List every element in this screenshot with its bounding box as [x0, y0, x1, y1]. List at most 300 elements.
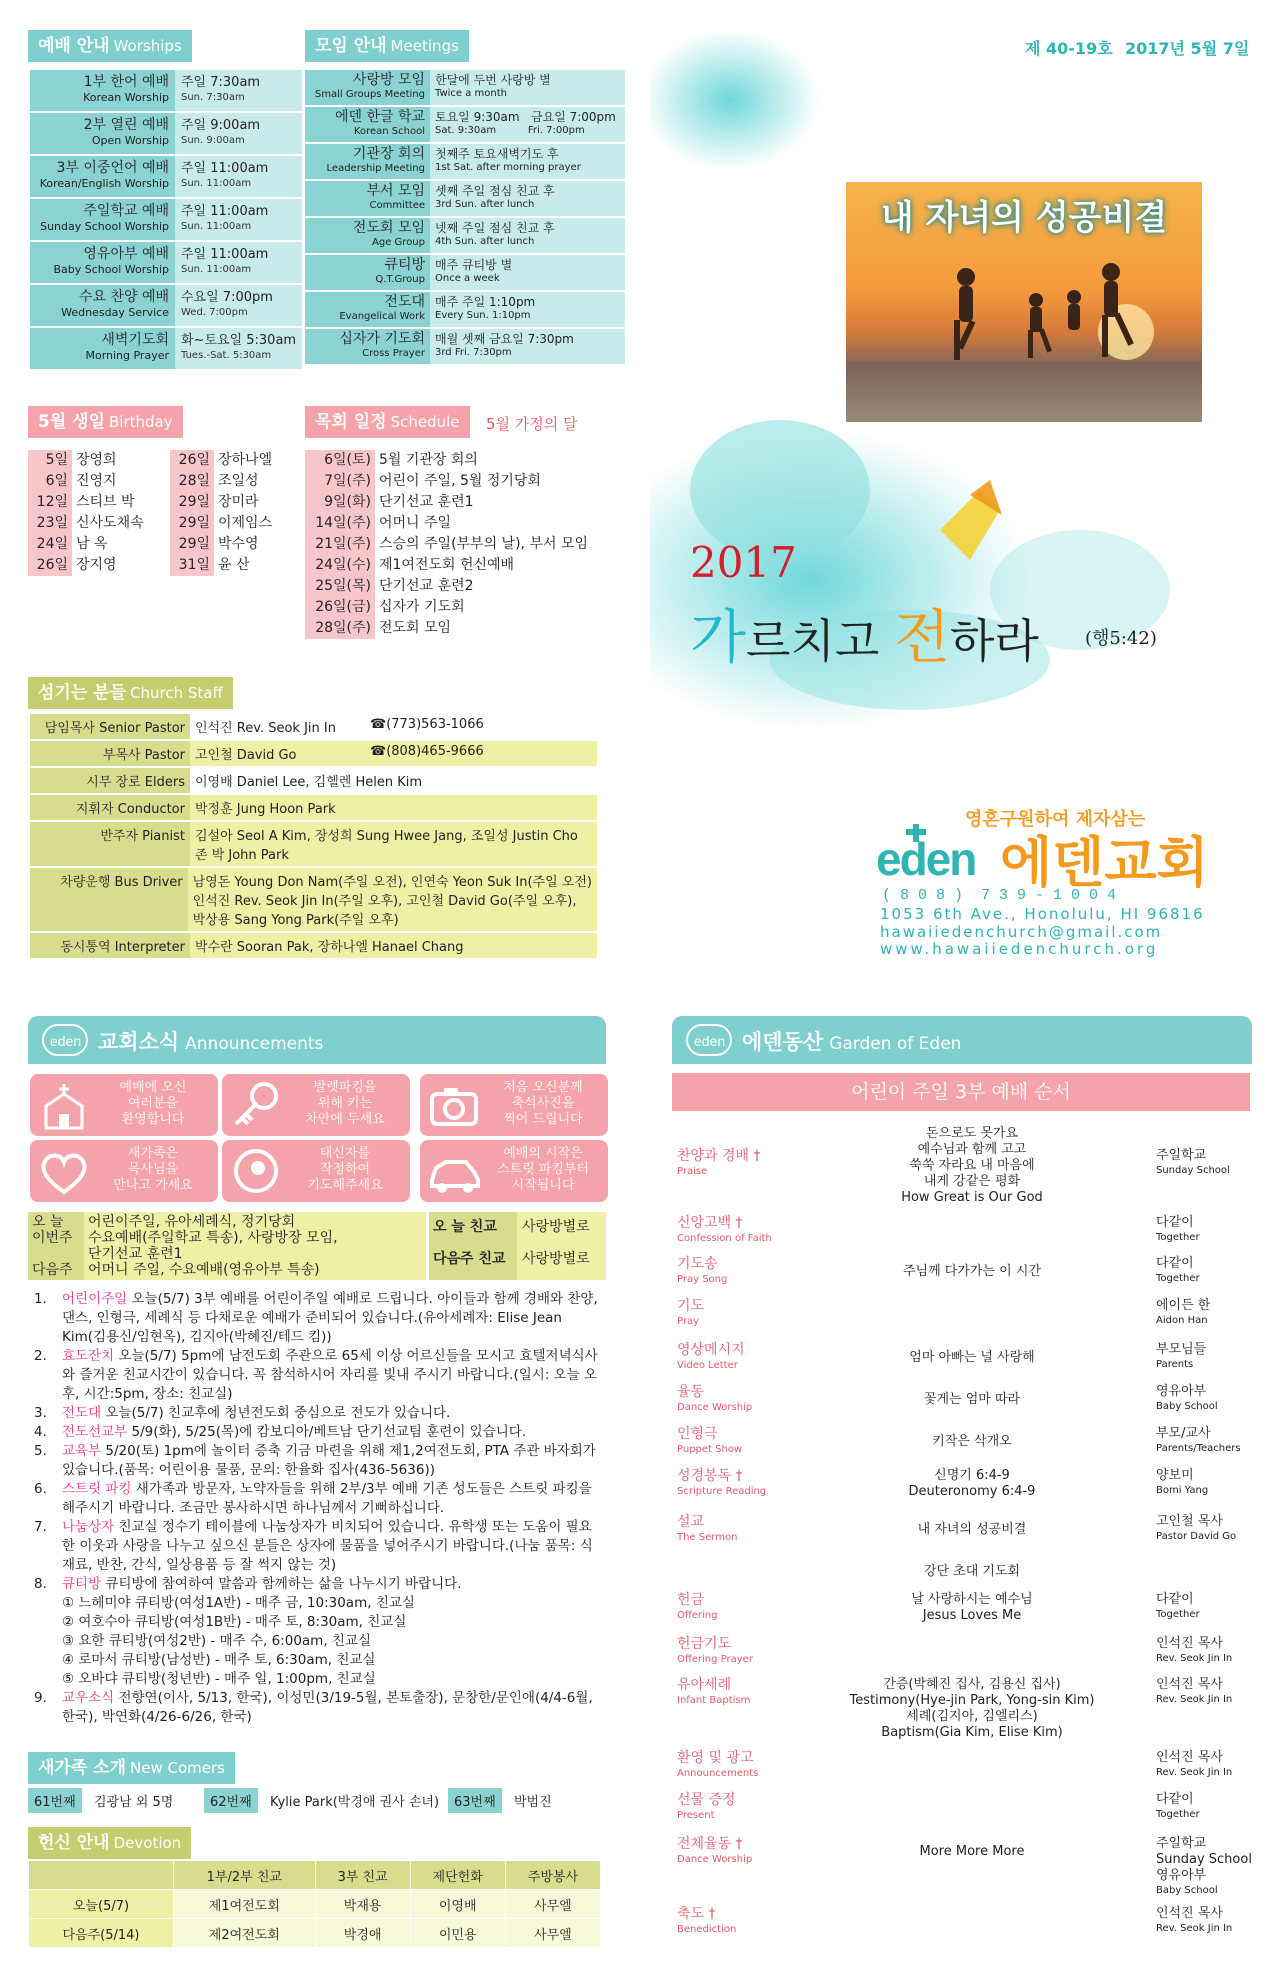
announcement-text: 5/20(토) 1pm에 놀이터 증축 기금 마련을 위해 제1,2여전도회, PTA 주관 바자회가 있습니다.(품목: 어린이용 물품, 문의: 한율화 집사(436-5636))	[62, 1443, 601, 1478]
fellowship-next-label: 다음주 친교	[433, 1251, 506, 1267]
worship-time-ko: 주일 11:00am	[181, 247, 269, 262]
birthday-date: 6일	[28, 471, 72, 492]
order-item	[677, 1836, 752, 1866]
announcement-body	[62, 1347, 604, 1404]
order-item-en: Benediction	[677, 1924, 737, 1935]
schedule-date: 6일(토)	[305, 450, 375, 471]
announcement-item	[34, 1480, 604, 1518]
order-leader	[1156, 1677, 1232, 1706]
camera-icon	[426, 1080, 482, 1130]
order-item-en: Offering	[677, 1610, 718, 1621]
order-item-en: Scripture Reading	[677, 1486, 767, 1497]
devotion-cell: 박재용	[315, 1890, 410, 1919]
birthday-date: 23일	[28, 513, 72, 534]
week-next-value: 어머니 주일, 수요예배(영유아부 특송)	[88, 1262, 320, 1278]
staff-name: 고인철 David Go	[190, 741, 597, 766]
newcomer-name: Kylie Park(박경애 권사 손녀)	[270, 1795, 440, 1810]
devotion-cell: 다음주(5/14)	[29, 1919, 174, 1948]
announcement-number: 3.	[34, 1405, 47, 1421]
meeting-value-ko: 매주 주일 1:10pm	[435, 295, 536, 309]
order-title: 어린이 주일 3부 예배 순서	[672, 1073, 1250, 1111]
schedule-date: 21일(주)	[305, 534, 375, 555]
order-content: 신명기 6:4-9 Deuteronomy 6:4-9	[908, 1468, 1036, 1499]
devotion-header-cell: 주방봉사	[505, 1861, 600, 1890]
worship-label	[30, 113, 175, 154]
announcement-item	[34, 1442, 604, 1480]
staff-phone: ☎(808)465-9666	[370, 744, 484, 759]
worship-time-en: Sun. 11:00am	[181, 178, 252, 189]
baby-icon	[228, 1146, 284, 1196]
announcement-list	[34, 1290, 604, 1727]
staff-role: 반주자 Pianist	[30, 822, 190, 866]
schedule-row	[305, 555, 588, 576]
announcement-item	[34, 1290, 604, 1347]
order-item-en: Video Letter	[677, 1360, 738, 1371]
announcement-number: 2.	[34, 1348, 47, 1364]
fellowship-today-label: 오 늘 친교	[433, 1219, 497, 1235]
birthday-name: 조일성	[218, 473, 259, 489]
announcement-number: 4.	[34, 1424, 47, 1440]
staff-row	[30, 714, 597, 739]
order-item-en: Pray Song	[677, 1274, 728, 1285]
birthday-row	[28, 471, 164, 492]
issue-date: 2017년 5월 7일	[1125, 39, 1250, 58]
announcement-box-text: 새가족은 목사님을 만나고 가세요	[113, 1146, 193, 1193]
birthday-date: 29일	[170, 534, 214, 555]
order-item	[677, 1792, 736, 1822]
week-this-label: 이번주	[32, 1230, 73, 1246]
order-leader	[1156, 1215, 1200, 1244]
announcement-box	[222, 1140, 410, 1202]
order-leader	[1156, 1750, 1232, 1779]
devotion-cell: 박경애	[315, 1919, 410, 1948]
announcement-box-text: 발렛파킹을 위해 키는 차안에 두세요	[305, 1080, 385, 1127]
staff-row	[30, 741, 597, 766]
devotion-row	[29, 1919, 601, 1948]
schedule-row	[305, 618, 588, 639]
order-leader-ko: 주일학교 Sunday School 영유아부	[1156, 1836, 1252, 1883]
order-content: More More More	[919, 1844, 1025, 1859]
staff-title-ko: 섬기는 분들	[38, 683, 127, 703]
birthday-row	[170, 513, 306, 534]
schedule-row	[305, 450, 588, 471]
staff-row	[30, 868, 597, 931]
issue-number: 제 40-19호	[1025, 39, 1113, 58]
church-phone: ( 8 0 8 ) 7 3 9 - 1 0 0 4	[882, 887, 1117, 904]
meeting-value	[430, 144, 625, 179]
schedule-event: 5월 기관장 회의	[379, 452, 478, 468]
devotion-header-cell: 3부 친교	[315, 1861, 410, 1890]
newcomer-number: 61번째	[28, 1788, 82, 1813]
meeting-name-ko: 큐티방	[384, 257, 425, 273]
announcement-heading: 나눔상자	[62, 1519, 115, 1535]
meetings-list	[305, 70, 627, 366]
order-item-ko: 성경봉독 †	[677, 1468, 743, 1484]
meeting-label	[305, 181, 430, 216]
announcement-box-text: 처음 오신분께 축석사진을 찍어 드립니다	[503, 1080, 583, 1127]
eden-logo-text: eden	[876, 833, 976, 885]
order-item	[677, 1426, 742, 1456]
schedule-date: 14일(주)	[305, 513, 375, 534]
church-icon	[36, 1080, 92, 1130]
devotion-header-row	[29, 1861, 601, 1890]
birthday-name: 신사도채속	[76, 515, 144, 531]
meeting-value	[430, 218, 625, 253]
devotion-cell: 이영배	[410, 1890, 505, 1919]
worship-name-en: Open Worship	[91, 134, 169, 147]
staff-title-en: Church Staff	[130, 684, 223, 702]
theme-year: 2017	[690, 538, 797, 587]
announcement-heading: 어린이주일	[62, 1291, 128, 1307]
devotion-header-cell: 제단헌화	[410, 1861, 505, 1890]
order-leader	[1156, 1342, 1206, 1371]
worship-time-en: Sun. 7:30am	[181, 92, 245, 103]
order-item-ko: 영상메시지	[677, 1342, 745, 1358]
announcement-heading: 교육부	[62, 1443, 102, 1459]
order-leader-ko: 다같이	[1156, 1215, 1194, 1230]
devotion-title-en: Devotion	[113, 1834, 182, 1852]
order-item-en: Present	[677, 1810, 715, 1821]
order-leader-ko: 인석진 목사	[1156, 1677, 1223, 1692]
newcomers-title-en: New Comers	[130, 1759, 225, 1777]
staff-name: 김설아 Seol A Kim, 장성희 Sung Hwee Jang, 조일성 Justin Cho 존 박 John Park	[190, 822, 597, 866]
worship-time	[175, 328, 302, 369]
order-item	[677, 1592, 718, 1622]
meeting-value-en: 3rd Sun. after lunch	[435, 199, 535, 210]
worship-name-en: Korean Worship	[83, 91, 169, 104]
birthday-name: 장지영	[76, 557, 117, 573]
order-content: 간증(박혜진 집사, 김용신 집사) Testimony(Hye-jin Park, Yong-sin Kim) 세례(김지아, 김엘리스) Baptism(Gia Kim, Elise Kim)	[849, 1677, 1095, 1740]
birthday-name: 스티브 박	[76, 494, 135, 510]
week-today-label: 오 늘	[32, 1214, 64, 1230]
schedule-row	[305, 492, 588, 513]
garden-header	[672, 1016, 1252, 1064]
order-leader-en: Together	[1156, 1232, 1200, 1243]
order-item-en: Puppet Show	[677, 1444, 743, 1455]
newcomers-title	[28, 1752, 235, 1784]
worship-row	[30, 113, 302, 154]
schedule-date: 9일(화)	[305, 492, 375, 513]
worship-name-en: Sunday School Worship	[40, 220, 169, 233]
church-name: 에덴교회	[1000, 831, 1209, 894]
order-item	[677, 1750, 758, 1780]
order-leader-en: Together	[1156, 1809, 1200, 1820]
staff-role: 부목사 Pastor	[30, 741, 190, 766]
order-content: 꽃게는 엄마 따라	[923, 1392, 1021, 1407]
order-item	[677, 1215, 772, 1245]
order-item	[677, 1636, 753, 1666]
order-leader-en: Bomi Yang	[1156, 1485, 1209, 1496]
worship-time	[175, 285, 302, 326]
announcement-heading: 효도잔치	[62, 1348, 115, 1364]
meeting-value-ko: 넷째 주일 점심 친교 후	[435, 221, 555, 235]
announcement-box	[420, 1140, 608, 1202]
order-item	[677, 1514, 737, 1544]
announcement-body	[62, 1290, 604, 1347]
eden-logo-icon	[876, 820, 994, 885]
meeting-value	[430, 107, 625, 142]
worship-row	[30, 199, 302, 240]
order-leader-ko: 고인철 목사	[1156, 1514, 1223, 1529]
theme-part1: 가	[690, 603, 747, 671]
worship-time-ko: 주일 11:00am	[181, 204, 269, 219]
birthday-name: 박수영	[218, 536, 259, 552]
announcement-box-text: 예배의 시작은 스트릿 파킹부터 시작됩니다	[496, 1146, 590, 1193]
worship-title	[28, 30, 192, 62]
theme-part3: 전	[893, 603, 950, 671]
worship-time	[175, 113, 302, 154]
order-item-ko: 율동	[677, 1384, 705, 1400]
meeting-value	[430, 292, 625, 327]
order-item	[677, 1384, 752, 1414]
meeting-row	[305, 329, 627, 364]
announcement-heading: 전도선교부	[62, 1424, 128, 1440]
devotion-header-cell	[29, 1861, 174, 1890]
devotion-cell: 사무엘	[505, 1890, 600, 1919]
birthday-name: 진영지	[76, 473, 117, 489]
announcements-title-ko: 교회소식	[98, 1030, 180, 1054]
staff-name: 남영돈 Young Don Nam(주일 오전), 인연숙 Yeon Suk In(주일 오전) 인석진 Rev. Seok Jin In(주일 오후), 고인철 David Go(주일 오후), 박상용 Sang Yong Park(주일 오후)	[188, 868, 597, 931]
announcement-item	[34, 1423, 604, 1442]
birthday-date: 31일	[170, 555, 214, 576]
order-item-ko: 환영 및 광고	[677, 1750, 754, 1766]
order-leader	[1156, 1426, 1241, 1455]
order-content: 돈으로도 못가요 예수님과 함께 고고 쑥쑥 자라요 내 마음에 내게 강같은 평화 How Great is Our God	[901, 1126, 1043, 1205]
meeting-name-en: Age Group	[372, 237, 425, 248]
announcement-box	[420, 1074, 608, 1136]
order-leader-en: Rev. Seok Jin In	[1156, 1923, 1233, 1934]
birthday-row	[170, 450, 306, 471]
announcement-text: 오늘(5/7) 3부 예배를 어린이주일 예배로 드립니다. 아이들과 함께 경배와 찬양, 댄스, 인형극, 세례식 등 다채로운 예배가 준비되어 있습니다.(유아세례자: Elise Jean Kim(김용신/임현옥), 김지아(박혜진/테드 킴))	[62, 1291, 603, 1345]
birthday-row	[28, 450, 164, 471]
announcement-number: 6.	[34, 1481, 47, 1497]
schedule-event: 스승의 주일(부부의 날), 부서 모임	[379, 536, 588, 552]
meetings-title-ko: 모임 안내	[315, 36, 387, 56]
devotion-cell: 오늘(5/7)	[29, 1890, 174, 1919]
devotion-title	[28, 1827, 191, 1859]
worship-label	[30, 70, 175, 111]
announcement-body	[62, 1404, 604, 1423]
schedule-list	[305, 450, 588, 639]
staff-name: 박수란 Sooran Pak, 장하나엘 Hanael Chang	[190, 933, 597, 958]
announcement-body	[62, 1480, 604, 1518]
worship-time-ko: 주일 11:00am	[181, 161, 269, 176]
order-leader	[1156, 1384, 1218, 1413]
announcement-item	[34, 1518, 604, 1575]
order-leader-en: Aidon Han	[1156, 1315, 1208, 1326]
birthday-row	[170, 555, 306, 576]
announcement-number: 9.	[34, 1690, 47, 1706]
order-leader-en: Baby School	[1156, 1401, 1218, 1412]
meeting-name-en: Cross Prayer	[362, 348, 425, 359]
order-item-ko: 축도 †	[677, 1906, 716, 1922]
staff-role: 지휘자 Conductor	[30, 795, 190, 820]
birthday-row	[170, 534, 306, 555]
meeting-value-en: 4th Sun. after lunch	[435, 236, 535, 247]
order-leader	[1156, 1468, 1208, 1497]
worship-time-en: Sun. 11:00am	[181, 264, 252, 275]
staff-list	[30, 714, 597, 960]
order-content: 강단 초대 기도회	[923, 1564, 1021, 1579]
devotion-table	[28, 1860, 601, 1948]
announcement-number: 7.	[34, 1519, 47, 1535]
key-icon	[228, 1080, 284, 1130]
schedule-title-ko: 목회 일정	[315, 412, 387, 432]
order-leader	[1156, 1906, 1232, 1935]
birthday-row	[28, 492, 164, 513]
birthday-date: 12일	[28, 492, 72, 513]
order-item-ko: 기도	[677, 1298, 705, 1314]
order-item-en: Pray	[677, 1316, 700, 1327]
schedule-event: 전도회 모임	[379, 620, 452, 636]
eden-logo-icon	[686, 1024, 732, 1056]
banner-title: 내 자녀의 성공비결	[880, 198, 1168, 238]
announcement-text: 오늘(5/7) 5pm에 남전도회 주관으로 65세 이상 어르신들을 모시고 효텔저녁식사와 즐거운 친교시간이 있습니다. 꼭 참석하시어 자리를 빛내 주시기 바랍니다.(일시: 오늘 오후, 시간:5pm, 장소: 친교실)	[62, 1348, 598, 1402]
schedule-subtitle: 5월 가정의 달	[486, 415, 578, 433]
birthday-date: 29일	[170, 492, 214, 513]
meeting-value-ko: 매주 큐티방 별	[435, 258, 513, 272]
fellowship-next-value: 사랑방별로	[522, 1251, 590, 1267]
order-item-ko: 헌금기도	[677, 1636, 732, 1652]
meeting-name-ko: 전도대	[384, 294, 425, 310]
meeting-label	[305, 144, 430, 179]
meeting-name-ko: 에덴 한글 학교	[334, 109, 425, 125]
meeting-value-en: Every Sun. 1:10pm	[435, 310, 531, 321]
worship-name-en: Baby School Worship	[53, 263, 169, 276]
order-leader-ko: 부모님들	[1156, 1342, 1207, 1357]
worship-name-ko: 1부 한어 예배	[83, 74, 169, 90]
meeting-value-ko: 한달에 두번 사랑방 별	[435, 73, 551, 87]
meeting-value-ko: 첫째주 토요새벽기도 후	[435, 147, 559, 161]
order-leader-en: Rev. Seok Jin In	[1156, 1653, 1233, 1664]
announcement-text: 큐티방에 참여하여 말씀과 함께하는 삶을 나누시기 바랍니다. ① 느헤미야 큐티방(여성1A반) - 매주 금, 10:30am, 친교실 ② 여호수아 큐티방(여성1B반) - 매주 토, 8:30am, 친교실 ③ 요한 큐티방(여성2반) - 매주 수, 6:00am, 친교실 ④ 로마서 큐티방(남성반) - 매주 토, 6:30am, 친교실 ⑤ 오바댜 큐티방(청년반) - 매주 일, 1:00pm, 친교실	[62, 1576, 462, 1687]
order-item	[677, 1342, 745, 1372]
schedule-event: 어린이 주일, 5월 정기당회	[379, 473, 541, 489]
meeting-value-ko: 토요일 9:30am 금요일 7:00pm	[435, 110, 616, 124]
birthday-list-2	[170, 450, 306, 576]
announcement-text: 전향연(이사, 5/13, 한국), 이성민(3/19-5월, 본토출장), 문창한/문인애(4/4-6월, 한국), 박연화(4/26-6/26, 한국)	[62, 1690, 598, 1725]
meeting-value-en: Sat. 9:30am Fri. 7:00pm	[435, 125, 585, 136]
worship-time-ko: 주일 7:30am	[181, 75, 261, 90]
worship-name-ko: 3부 이중언어 예배	[56, 160, 169, 176]
meeting-value	[430, 181, 625, 216]
birthday-title-en: Birthday	[109, 413, 173, 431]
announcement-item	[34, 1347, 604, 1404]
staff-phone: ☎(773)563-1066	[370, 717, 484, 732]
theme-part4: 하라	[950, 614, 1039, 668]
order-leader-ko: 인석진 목사	[1156, 1906, 1223, 1921]
schedule-event: 제1여전도회 헌신예배	[379, 557, 515, 573]
announcements-title	[98, 1026, 323, 1056]
order-leader-en: Together	[1156, 1273, 1200, 1284]
worship-time-en: Sun. 11:00am	[181, 221, 252, 232]
birthday-row	[28, 534, 164, 555]
meeting-label	[305, 218, 430, 253]
order-leader-en: Together	[1156, 1609, 1200, 1620]
announcement-box-text: 태신자를 작정하여 기도해주세요	[307, 1146, 383, 1193]
order-item-ko: 기도송	[677, 1256, 718, 1272]
order-leader	[1156, 1636, 1232, 1665]
week-today-value: 어린이주일, 유아세례식, 정기당회	[88, 1214, 296, 1230]
worship-time-ko: 화~토요일 5:30am	[181, 333, 297, 348]
worship-time-en: Tues.-Sat. 5:30am	[181, 350, 272, 361]
worship-time-ko: 수요일 7:00pm	[181, 290, 273, 305]
schedule-date: 26일(금)	[305, 597, 375, 618]
announcement-body	[62, 1575, 604, 1689]
meeting-value-ko: 매월 셋째 금요일 7:30pm	[435, 332, 574, 346]
worship-time	[175, 199, 302, 240]
announcement-heading: 전도대	[62, 1405, 102, 1421]
birthday-row	[28, 513, 164, 534]
worship-label	[30, 156, 175, 197]
birthday-name: 장영희	[76, 452, 117, 468]
announcement-number: 8.	[34, 1576, 47, 1592]
order-leader-ko: 인석진 목사	[1156, 1636, 1223, 1651]
church-slogan: 영혼구원하여 제자삼는	[965, 809, 1146, 830]
church-email[interactable]: hawaiiedenchurch@gmail.com	[880, 923, 1163, 941]
birthday-title	[28, 406, 183, 438]
worship-row	[30, 242, 302, 283]
birthday-name: 윤 산	[218, 557, 250, 573]
garden-title	[742, 1026, 961, 1056]
church-website[interactable]: www.hawaiiedenchurch.org	[880, 940, 1159, 958]
newcomer-name: 박범진	[514, 1795, 552, 1810]
order-item	[677, 1468, 766, 1498]
order-leader	[1156, 1792, 1200, 1821]
order-leader-ko: 양보미	[1156, 1468, 1194, 1483]
theme-part2: 르치고	[746, 614, 894, 668]
announcement-heading: 큐티방	[62, 1576, 102, 1592]
order-item-ko: 설교	[677, 1514, 705, 1530]
order-leader-en: Pastor David Go	[1156, 1531, 1237, 1542]
meeting-value-en: Once a week	[435, 273, 500, 284]
order-leader-ko: 주일학교	[1156, 1148, 1207, 1163]
church-address: 1053 6th Ave., Honolulu, HI 96816	[880, 905, 1205, 923]
order-leader-en: Parents/Teachers	[1156, 1443, 1241, 1454]
meetings-title-en: Meetings	[390, 37, 459, 55]
worship-name-en: Korean/English Worship	[39, 177, 169, 190]
order-leader-en: Baby School	[1156, 1885, 1218, 1896]
schedule-row	[305, 597, 588, 618]
announcement-box	[222, 1074, 410, 1136]
order-item-en: Announcements	[677, 1768, 759, 1779]
staff-role: 시무 장로 Elders	[30, 768, 190, 793]
fellowship-today-value: 사랑방별로	[522, 1219, 590, 1235]
meeting-label	[305, 292, 430, 327]
announcement-text: 친교실 정수기 테이블에 나눔상자가 비치되어 있습니다. 유학생 또는 도움이 필요한 이웃과 사랑을 나누고 싶으신 분들은 상자에 물품을 넣어주시기 바랍니다.(나눔 품목: 식재료, 반찬, 간식, 일상용품 등 잘 썩지 않는 것)	[62, 1519, 593, 1573]
order-leader	[1156, 1592, 1200, 1621]
order-leader-ko: 영유아부	[1156, 1384, 1207, 1399]
svg-text:eden: eden	[694, 1033, 726, 1049]
worship-title-en: Worships	[113, 37, 182, 55]
meeting-row	[305, 181, 627, 216]
staff-row	[30, 822, 597, 866]
staff-name: 이영배 Daniel Lee, 김헬렌 Helen Kim	[195, 775, 423, 790]
meeting-value-en: 1st Sat. after morning prayer	[435, 162, 581, 173]
order-item	[677, 1148, 761, 1178]
order-item	[677, 1906, 736, 1936]
meeting-row	[305, 255, 627, 290]
birthday-name: 이제임스	[218, 515, 273, 531]
meeting-name-en: Q.T.Group	[375, 274, 425, 285]
order-leader-ko: 다같이	[1156, 1256, 1194, 1271]
meeting-name-ko: 부서 모임	[366, 183, 425, 199]
worship-title-ko: 예배 안내	[38, 36, 110, 56]
worship-name-ko: 주일학교 예배	[83, 203, 169, 219]
devotion-cell: 제1여전도회	[173, 1890, 315, 1919]
schedule-row	[305, 513, 588, 534]
announcement-text: 5/9(화), 5/25(목)에 캄보디아/베트남 단기선교팀 훈련이 있습니다.	[127, 1424, 527, 1440]
